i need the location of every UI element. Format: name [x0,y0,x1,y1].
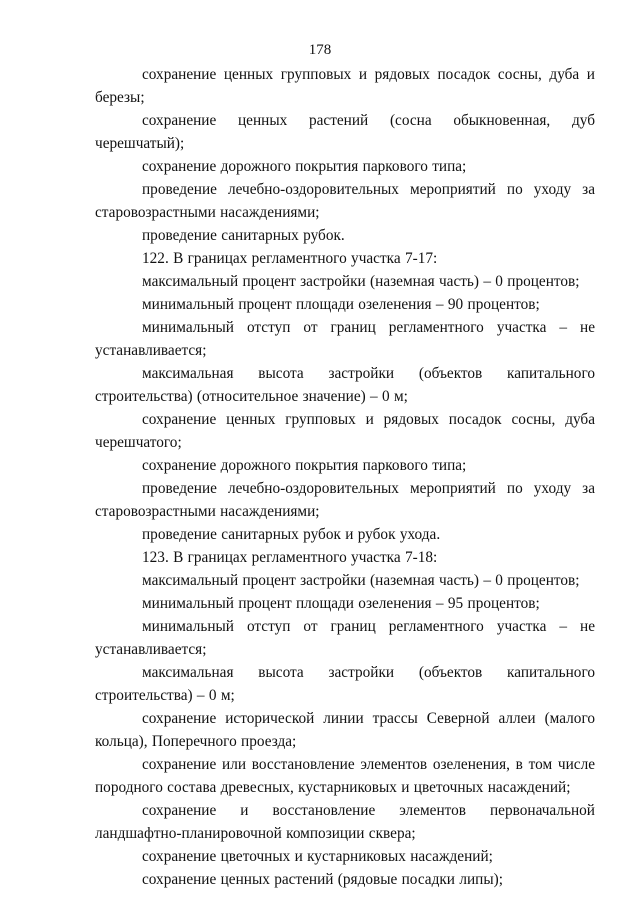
paragraph: проведение санитарных рубок и рубок ухода. [142,526,441,543]
document-body [95,63,595,891]
paragraph: сохранение ценных групповых и рядовых посадок сосны, дуба и березы; [95,66,595,106]
paragraph: сохранение дорожного покрытия паркового типа; [142,158,467,175]
paragraph: сохранение дорожного покрытия паркового типа; [142,457,467,474]
paragraph: проведение санитарных рубок. [142,227,345,244]
paragraph: максимальный процент застройки (наземная часть) – 0 процентов; [142,572,580,589]
paragraph: проведение лечебно-оздоровительных мероприятий по уходу за старовозрастными насаждениями; [95,480,595,520]
paragraph: минимальный процент площади озеленения – 95 процентов; [142,595,540,612]
paragraph: проведение лечебно-оздоровительных мероприятий по уходу за старовозрастными насаждениями; [95,181,595,221]
page-number: 178 [308,42,332,58]
paragraph: сохранение ценных растений (рядовые посадки липы); [142,871,503,888]
paragraph: максимальная высота застройки (объектов капитального строительства) (относительное значение) – 0 м; [95,365,595,405]
paragraph: максимальная высота застройки (объектов капитального строительства) – 0 м; [95,664,595,704]
paragraph: минимальный отступ от границ регламентного участка – не устанавливается; [95,618,595,658]
paragraph: сохранение ценных групповых и рядовых посадок сосны, дуба черешчатого; [95,411,595,451]
paragraph: сохранение и восстановление элементов первоначальной ландшафтно-планировочной композиции сквера; [95,802,595,842]
paragraph: сохранение или восстановление элементов озеленения, в том числе породного состава древесных, кустарниковых и цветочных насаждений; [95,756,595,796]
paragraph: сохранение цветочных и кустарниковых насаждений; [142,848,493,865]
paragraph: сохранение исторической линии трассы Северной аллеи (малого кольца), Поперечного проезда; [95,710,595,750]
paragraph: минимальный отступ от границ регламентного участка – не устанавливается; [95,319,595,359]
paragraph: минимальный процент площади озеленения – 90 процентов; [142,296,540,313]
paragraph: сохранение ценных растений (сосна обыкновенная, дуб черешчатый); [95,112,595,152]
section-heading: 123. В границах регламентного участка 7-18: [142,549,438,566]
paragraph: максимальный процент застройки (наземная часть) – 0 процентов; [142,273,580,290]
section-heading: 122. В границах регламентного участка 7-17: [142,250,438,267]
